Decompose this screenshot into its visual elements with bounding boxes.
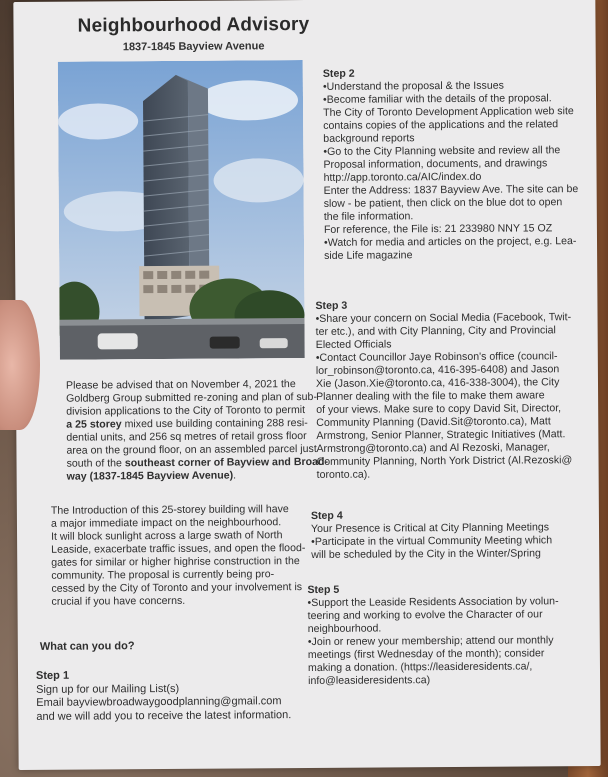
intro-line: area on the ground floor, on an assembled parcel just [66, 442, 317, 457]
intro-bold-address: way (1837-1845 Bayview Avenue) [66, 469, 234, 483]
step2-url: http://app.toronto.ca/AIC/index.do [323, 170, 482, 184]
step4-line: •Participate in the virtual Community Meeting which [311, 534, 553, 548]
step2-line: contains copies of the applications and the related [323, 118, 559, 132]
intro-line: dential units, and 256 sq metres of retail gross floor [66, 430, 307, 444]
step2-line: Enter the Address: 1837 Bayview Ave. The site can be [323, 183, 579, 197]
step1-line: Sign up for our Mailing List(s) [36, 682, 180, 696]
step3-line: Community Planning (David.Sit@toronto.ca), Matt [316, 415, 551, 429]
step2-line: side Life magazine [324, 249, 413, 262]
step2-section [323, 66, 589, 263]
step2-line: slow - be patient, then click on the blue dot to open [323, 196, 563, 210]
step1-section [36, 668, 336, 724]
flyer-address: 1837-1845 Bayview Avenue [122, 40, 265, 54]
step1-title: Step 1 [35, 669, 70, 682]
intro-text: south of the [66, 457, 125, 470]
step5-line: neighbourhood. [307, 622, 382, 636]
step5-line: teering and working to evolve the Character of our [307, 608, 543, 623]
step3-line: Planner dealing with the file to make them aware [316, 389, 545, 403]
step3-line: •Contact Councillor Jaye Robinson's office (council- [315, 350, 558, 364]
step3-line: Armstrong, Senior Planner, Strategic Initiatives (Matt. [316, 428, 566, 442]
step3-line: Armstrong@toronto.ca) and Al Rezoski, Manager, [316, 441, 550, 455]
flyer-title: Neighbourhood Advisory [77, 13, 310, 37]
impact-line: crucial if you have concerns. [51, 594, 186, 608]
impact-line: cessed by the City of Toronto and your involvement is [51, 581, 303, 595]
intro-line: division applications to the City of Toronto to permit [66, 404, 306, 418]
step4-line: will be scheduled by the City in the Winter/Spring [311, 547, 541, 561]
step5-line: •Support the Leaside Residents Association by volun- [307, 595, 559, 610]
holding-thumb [0, 300, 40, 430]
step5-section [307, 582, 593, 688]
impact-line: Leaside, exacerbate traffic issues, and open the flood- [51, 542, 306, 556]
impact-line: gates for similar or higher highrise construction in the [51, 555, 300, 569]
step3-line: Community Planning, North York District (Al.Rezoski@ [316, 454, 573, 468]
step2-title: Step 2 [322, 67, 355, 80]
impact-line: It will block sunlight across a large swath of North [51, 529, 283, 543]
step5-line: making a donation. (https://leasideresidents.ca/, [307, 660, 533, 674]
step3-line: •Share your concern on Social Media (Facebook, Twit- [315, 311, 572, 325]
step5-title: Step 5 [307, 583, 340, 597]
step3-section [315, 298, 591, 482]
step4-title: Step 4 [310, 509, 343, 522]
advisory-flyer [13, 0, 600, 770]
impact-paragraph [51, 503, 327, 609]
intro-bold-location: southeast corner of Bayview and Broad- [124, 455, 328, 470]
step3-line: ter etc.), and with City Planning, City and Provincial [315, 324, 556, 338]
intro-paragraph [66, 378, 329, 484]
step3-line: toronto.ca). [316, 468, 371, 481]
step2-line: •Understand the proposal & the Issues [322, 79, 504, 93]
step1-line: and we will add you to receive the latest information. [36, 708, 292, 723]
step1-email-line: Email bayviewbroadwaygoodplanning@gmail.com [36, 695, 282, 709]
intro-line: Please be advised that on November 4, 2021 the [65, 378, 296, 392]
step5-line: meetings (first Wednesday of the month); consider [307, 647, 545, 662]
step2-line: Proposal information, documents, and drawings [323, 157, 548, 171]
intro-line [67, 469, 329, 484]
step5-line: •Join or renew your membership; attend our monthly [307, 634, 554, 649]
step3-line: of your views. Make sure to copy David Sit, Director, [316, 402, 562, 416]
intro-text: mixed use building containing 288 resi- [121, 416, 308, 431]
step2-line: For reference, the File is: 21 233980 NNY 15 OZ [323, 222, 553, 236]
step4-section [311, 508, 591, 562]
step3-title: Step 3 [315, 299, 348, 312]
step4-line: Your Presence is Critical at City Planning Meetings [310, 521, 550, 535]
intro-line [67, 456, 329, 471]
step2-line: background reports [323, 132, 415, 145]
step2-line: •Go to the City Planning website and review all the [323, 144, 561, 158]
step5-line: info@leasideresidents.ca) [308, 674, 431, 687]
impact-line: a major immediate impact on the neighbourhood. [50, 516, 282, 530]
impact-line: The Introduction of this 25-storey building will have [50, 503, 289, 517]
step3-line: lor_robinson@toronto.ca, 416-395-6408) and Jason [315, 363, 560, 377]
step2-line: •Watch for media and articles on the project, e.g. Lea- [323, 235, 577, 249]
intro-line: Goldberg Group submitted re-zoning and plan of sub- [66, 390, 318, 405]
step3-line: Elected Officials [315, 338, 392, 351]
step3-line: Xie (Jason.Xie@toronto.ca, 416-338-3004), the City [315, 376, 560, 390]
what-can-you-do-heading: What can you do? [39, 640, 135, 653]
impact-line: community. The proposal is currently being pro- [51, 568, 275, 582]
step2-line: •Become familiar with the details of the proposal. [322, 92, 552, 106]
step2-line: the file information. [323, 210, 414, 223]
intro-bold-storey: a 25 storey [66, 418, 122, 431]
step2-line: The City of Toronto Development Application web site [323, 105, 574, 119]
intro-text: . [233, 469, 237, 482]
building-rendering-image [58, 60, 305, 360]
